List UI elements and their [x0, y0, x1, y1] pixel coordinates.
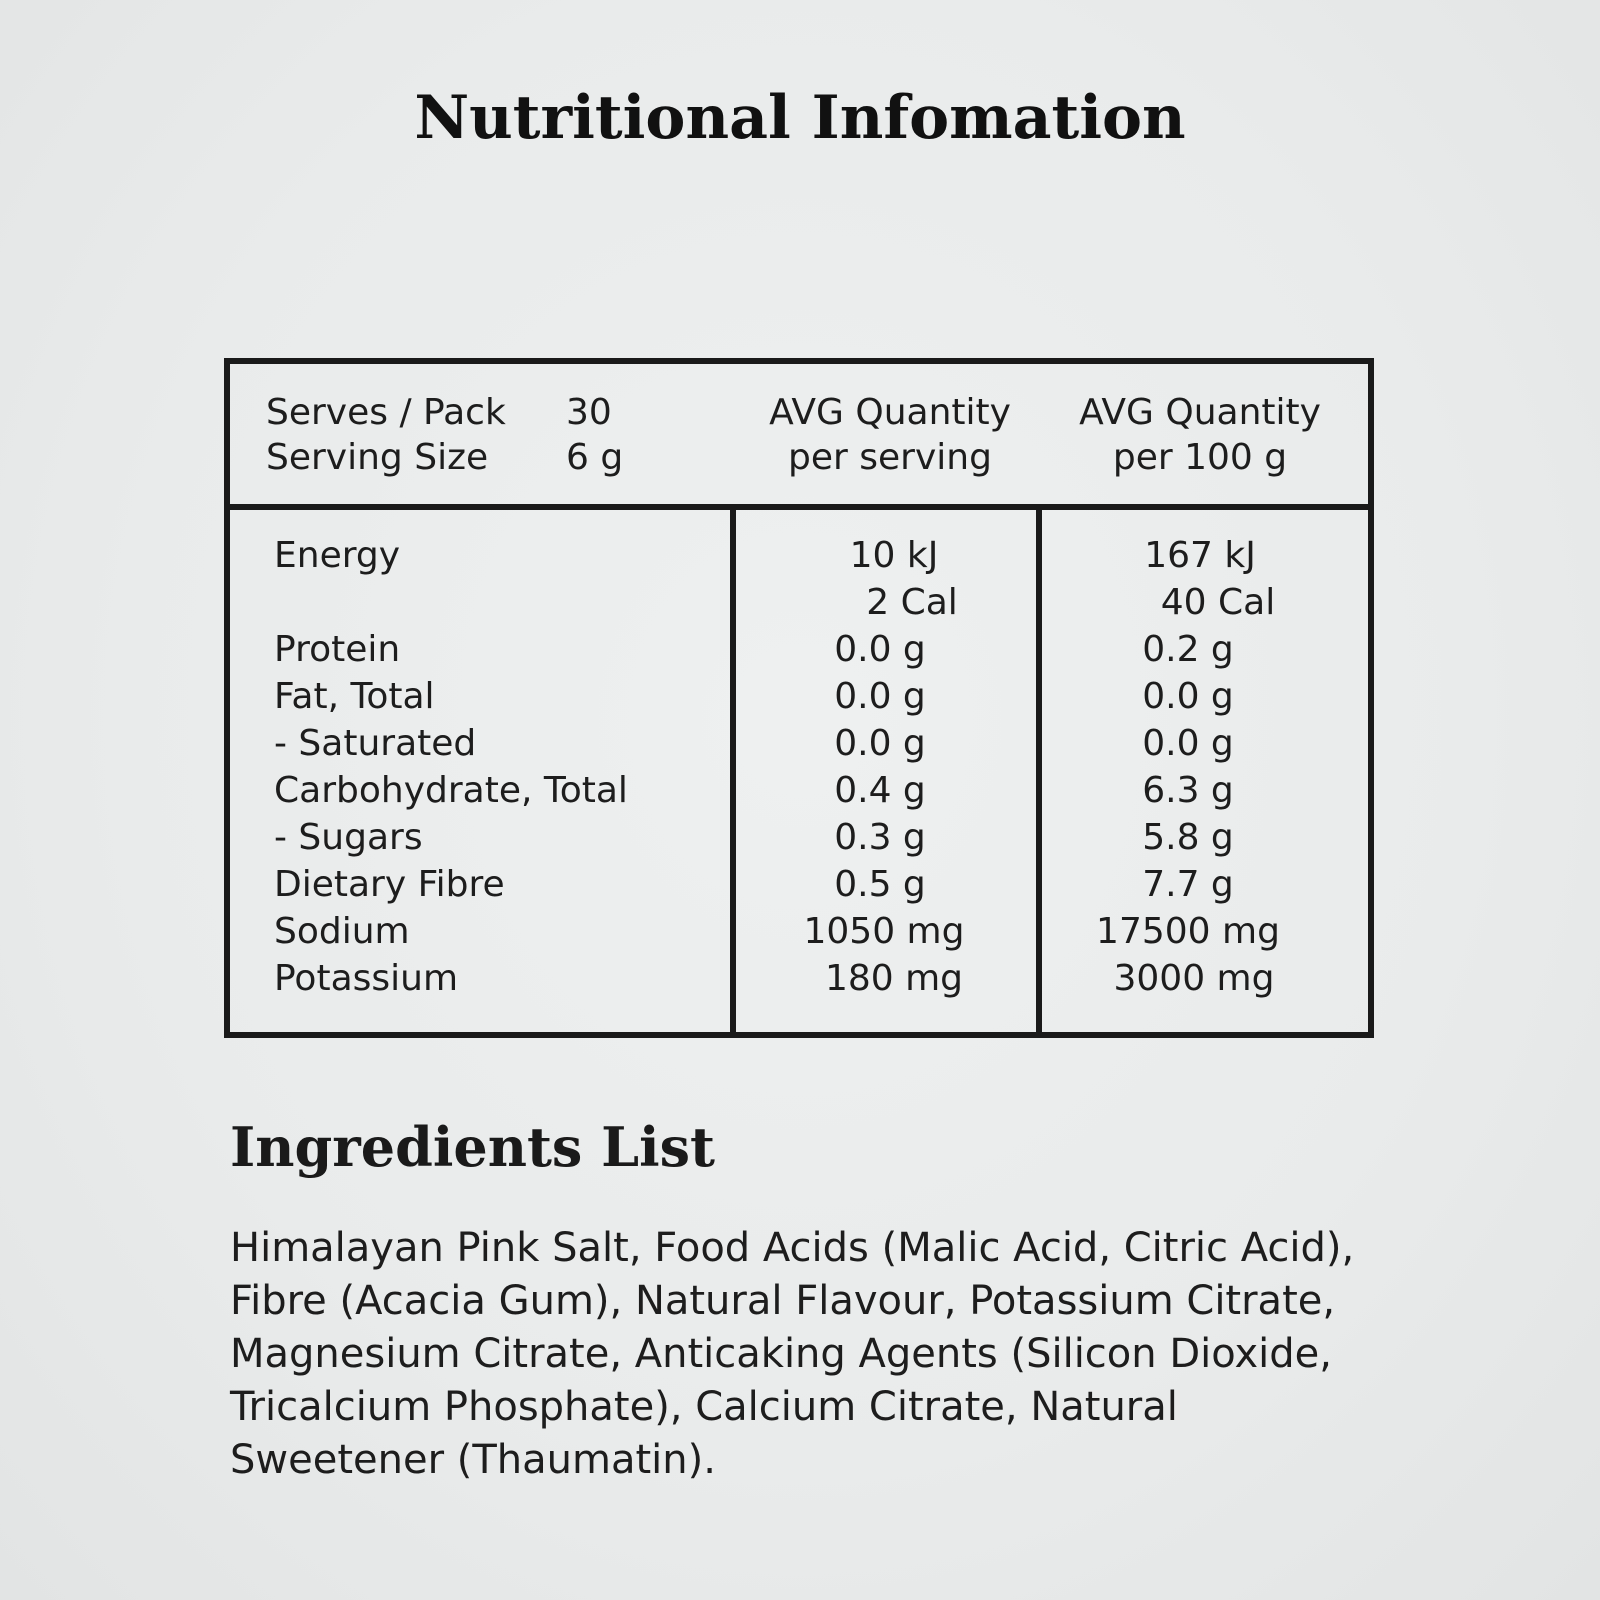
page-title: Nutritional Infomation	[414, 83, 1186, 153]
row-label: Dietary Fibre	[274, 864, 505, 905]
row-per-100g: 40 Cal	[1160, 582, 1276, 623]
row-label: Carbohydrate, Total	[274, 770, 628, 811]
nutrition-table-header	[230, 364, 1368, 510]
ingredients-title: Ingredients List	[230, 1115, 715, 1179]
serves-label: Serves / Pack	[266, 392, 506, 433]
row-per-100g: 17500 mg	[1096, 911, 1280, 952]
column-divider	[1036, 510, 1042, 1032]
row-per-serving: 2 Cal	[866, 582, 958, 623]
row-per-serving: 0.0 g	[834, 676, 926, 717]
column-divider	[730, 510, 736, 1032]
row-label: - Sugars	[274, 817, 423, 858]
row-per-serving: 10 kJ	[849, 535, 939, 576]
row-per-100g: 6.3 g	[1142, 770, 1234, 811]
row-per-serving: 0.0 g	[834, 723, 926, 764]
per-serving-header-line1: AVG Quantity	[769, 392, 1011, 433]
row-label: Protein	[274, 629, 401, 670]
row-label: - Saturated	[274, 723, 477, 764]
ingredients-text: Himalayan Pink Salt, Food Acids (Malic Acid, Citric Acid), Fibre (Acacia Gum), Natural Flavour, Potassium Citrate, Magnesium Citrate, Anticaking Agents (Silicon Dioxide, Tricalcium Phosphate), Calcium Citrate, Natural Sweetener (Thaumatin).	[230, 1225, 1355, 1483]
serving-size-value: 6 g	[566, 437, 624, 478]
row-per-100g: 3000 mg	[1113, 958, 1275, 999]
row-label: Energy	[274, 535, 401, 576]
row-per-serving: 0.0 g	[834, 629, 926, 670]
row-per-100g: 0.2 g	[1142, 629, 1234, 670]
row-per-100g: 5.8 g	[1142, 817, 1234, 858]
row-label: Potassium	[274, 958, 459, 999]
row-per-serving: 0.3 g	[834, 817, 926, 858]
serves-value: 30	[566, 392, 612, 433]
per-serving-header-line2: per serving	[788, 437, 992, 478]
per-100g-header-line1: AVG Quantity	[1079, 392, 1321, 433]
per-100g-header-line2: per 100 g	[1112, 437, 1288, 478]
row-per-serving: 1050 mg	[803, 911, 965, 952]
row-label: Sodium	[274, 911, 410, 952]
row-per-100g: 0.0 g	[1142, 723, 1234, 764]
nutrition-table	[224, 358, 1374, 1038]
row-label: Fat, Total	[274, 676, 435, 717]
row-per-serving: 0.4 g	[834, 770, 926, 811]
row-per-100g: 0.0 g	[1142, 676, 1234, 717]
serving-size-label: Serving Size	[266, 437, 489, 478]
row-per-serving: 180 mg	[824, 958, 964, 999]
row-per-100g: 167 kJ	[1144, 535, 1256, 576]
row-per-serving: 0.5 g	[834, 864, 926, 905]
row-per-100g: 7.7 g	[1142, 864, 1234, 905]
